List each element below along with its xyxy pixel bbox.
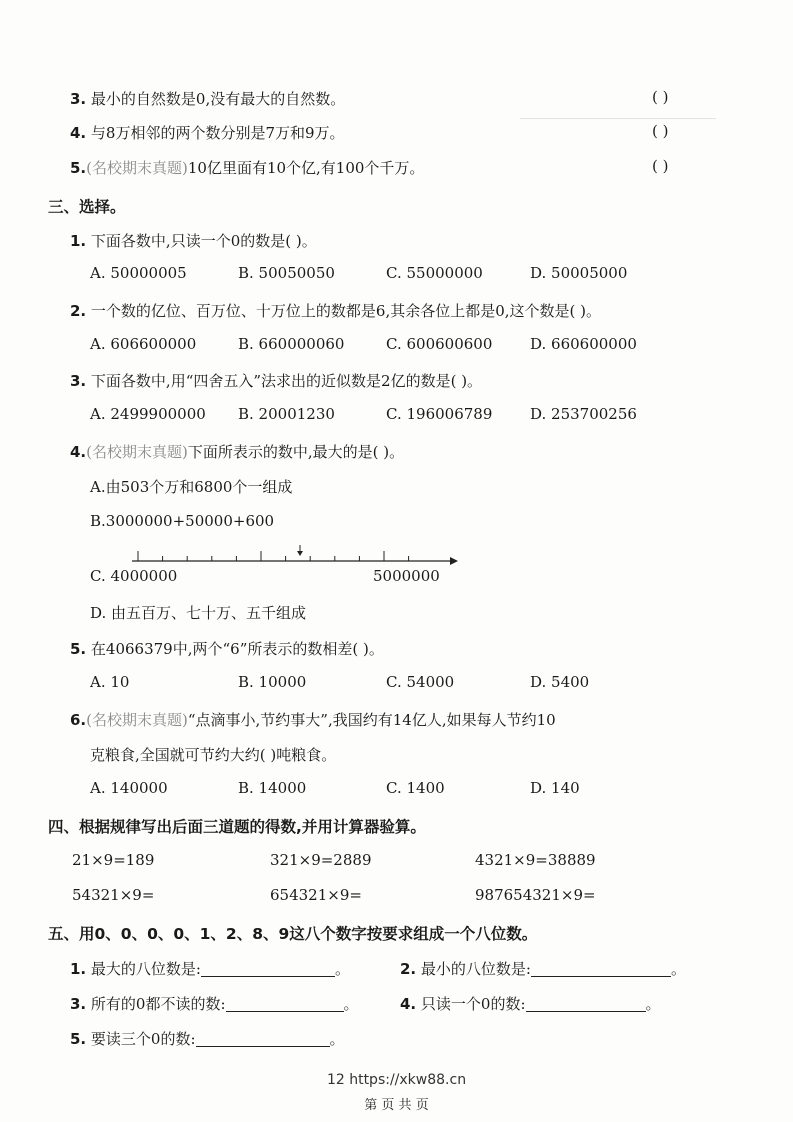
choice-q2-option-a[interactable]: A. 606600000 xyxy=(90,335,197,353)
choice-q3-option-a[interactable]: A. 2499900000 xyxy=(90,405,206,423)
watermark-url: 12 https://xkw88.cn xyxy=(326,1072,467,1088)
section3-title: 三、选择。 xyxy=(48,198,126,216)
fill-q5-blank[interactable] xyxy=(196,1030,330,1047)
number-line-arrowhead xyxy=(450,557,458,565)
section5-title: 五、用0、0、0、0、1、2、8、9这八个数字按要求组成一个八位数。 xyxy=(48,925,538,943)
page-number: 第 页 共 页 xyxy=(364,1098,429,1113)
fill-q5: 5. 要读三个0的数: 。 xyxy=(70,1030,345,1048)
fill-q2: 2. 最小的八位数是: 。 xyxy=(400,960,686,978)
judge-q4: 4. 与8万相邻的两个数分别是7万和9万。 xyxy=(70,124,345,142)
choice-q2-option-c[interactable]: C. 600600600 xyxy=(386,335,493,353)
choice-q2: 2. 一个数的亿位、百万位、十万位上的数都是6,其余各位上都是0,这个数是( )。 xyxy=(70,302,602,320)
choice-q5-option-a[interactable]: A. 10 xyxy=(90,673,130,691)
choice-q1-option-a[interactable]: A. 50000005 xyxy=(90,264,187,282)
pattern-2: 321×9=2889 xyxy=(270,851,372,869)
number-line-marker-head xyxy=(297,551,303,556)
fill-q2-blank[interactable] xyxy=(531,960,671,977)
pattern-4[interactable]: 54321×9= xyxy=(72,886,155,904)
choice-q5: 5. 在4066379中,两个“6”所表示的数相差( )。 xyxy=(70,640,384,658)
judge-q3-paren[interactable]: ( ) xyxy=(652,88,669,106)
choice-q3-option-d[interactable]: D. 253700256 xyxy=(530,405,637,423)
choice-q1: 1. 下面各数中,只读一个0的数是( )。 xyxy=(70,232,317,250)
choice-q6-option-c[interactable]: C. 1400 xyxy=(386,779,445,797)
pattern-3: 4321×9=38889 xyxy=(475,851,596,869)
judge-q5-paren[interactable]: ( ) xyxy=(652,157,669,175)
choice-q6-option-b[interactable]: B. 14000 xyxy=(238,779,307,797)
choice-q6-option-a[interactable]: A. 140000 xyxy=(90,779,168,797)
judge-q3: 3. 最小的自然数是0,没有最大的自然数。 xyxy=(70,90,346,108)
choice-q5-option-b[interactable]: B. 10000 xyxy=(238,673,307,691)
choice-q1-option-b[interactable]: B. 50050050 xyxy=(238,264,335,282)
number-line-end-label: 5000000 xyxy=(373,567,440,585)
bleed-through: ───────────────────────── xyxy=(520,112,716,127)
fill-q4-blank[interactable] xyxy=(526,995,646,1012)
choice-q4-option-b[interactable]: B.3000000+50000+600 xyxy=(90,512,275,530)
choice-q6-line2: 克粮食,全国就可节约大约( )吨粮食。 xyxy=(90,746,337,764)
choice-q2-option-b[interactable]: B. 660000060 xyxy=(238,335,345,353)
choice-q4-option-a[interactable]: A.由503个万和6800个一组成 xyxy=(90,478,293,496)
fill-q4: 4. 只读一个0的数: 。 xyxy=(400,995,661,1013)
fill-q3-blank[interactable] xyxy=(226,995,344,1012)
judge-q4-paren[interactable]: ( ) xyxy=(652,122,669,140)
choice-q4: 4.(名校期末真题)下面所表示的数中,最大的是( )。 xyxy=(70,443,405,461)
pattern-1: 21×9=189 xyxy=(72,851,155,869)
section4-title: 四、根据规律写出后面三道题的得数,并用计算器验算。 xyxy=(48,818,426,836)
fill-q1-blank[interactable] xyxy=(201,960,335,977)
choice-q2-option-d[interactable]: D. 660600000 xyxy=(530,335,637,353)
choice-q5-option-c[interactable]: C. 54000 xyxy=(386,673,455,691)
choice-q6: 6.(名校期末真题)“点滴事小,节约事大”,我国约有14亿人,如果每人节约10 xyxy=(70,711,556,729)
choice-q3-option-b[interactable]: B. 20001230 xyxy=(238,405,335,423)
choice-q4-option-c[interactable]: C. 4000000 xyxy=(90,567,178,585)
fill-q1: 1. 最大的八位数是: 。 xyxy=(70,960,350,978)
choice-q5-option-d[interactable]: D. 5400 xyxy=(530,673,590,691)
choice-q1-option-c[interactable]: C. 55000000 xyxy=(386,264,483,282)
choice-q3: 3. 下面各数中,用“四舍五入”法求出的近似数是2亿的数是( )。 xyxy=(70,372,483,390)
number-line-ticks xyxy=(138,551,409,561)
choice-q1-option-d[interactable]: D. 50005000 xyxy=(530,264,628,282)
judge-q5: 5.(名校期末真题)10亿里面有10个亿,有100个千万。 xyxy=(70,159,425,177)
choice-q4-option-d[interactable]: D. 由五百万、七十万、五千组成 xyxy=(90,604,307,622)
fill-q3: 3. 所有的0都不读的数: 。 xyxy=(70,995,359,1013)
pattern-5[interactable]: 654321×9= xyxy=(270,886,362,904)
pattern-6[interactable]: 987654321×9= xyxy=(475,886,596,904)
choice-q6-option-d[interactable]: D. 140 xyxy=(530,779,580,797)
choice-q3-option-c[interactable]: C. 196006789 xyxy=(386,405,493,423)
